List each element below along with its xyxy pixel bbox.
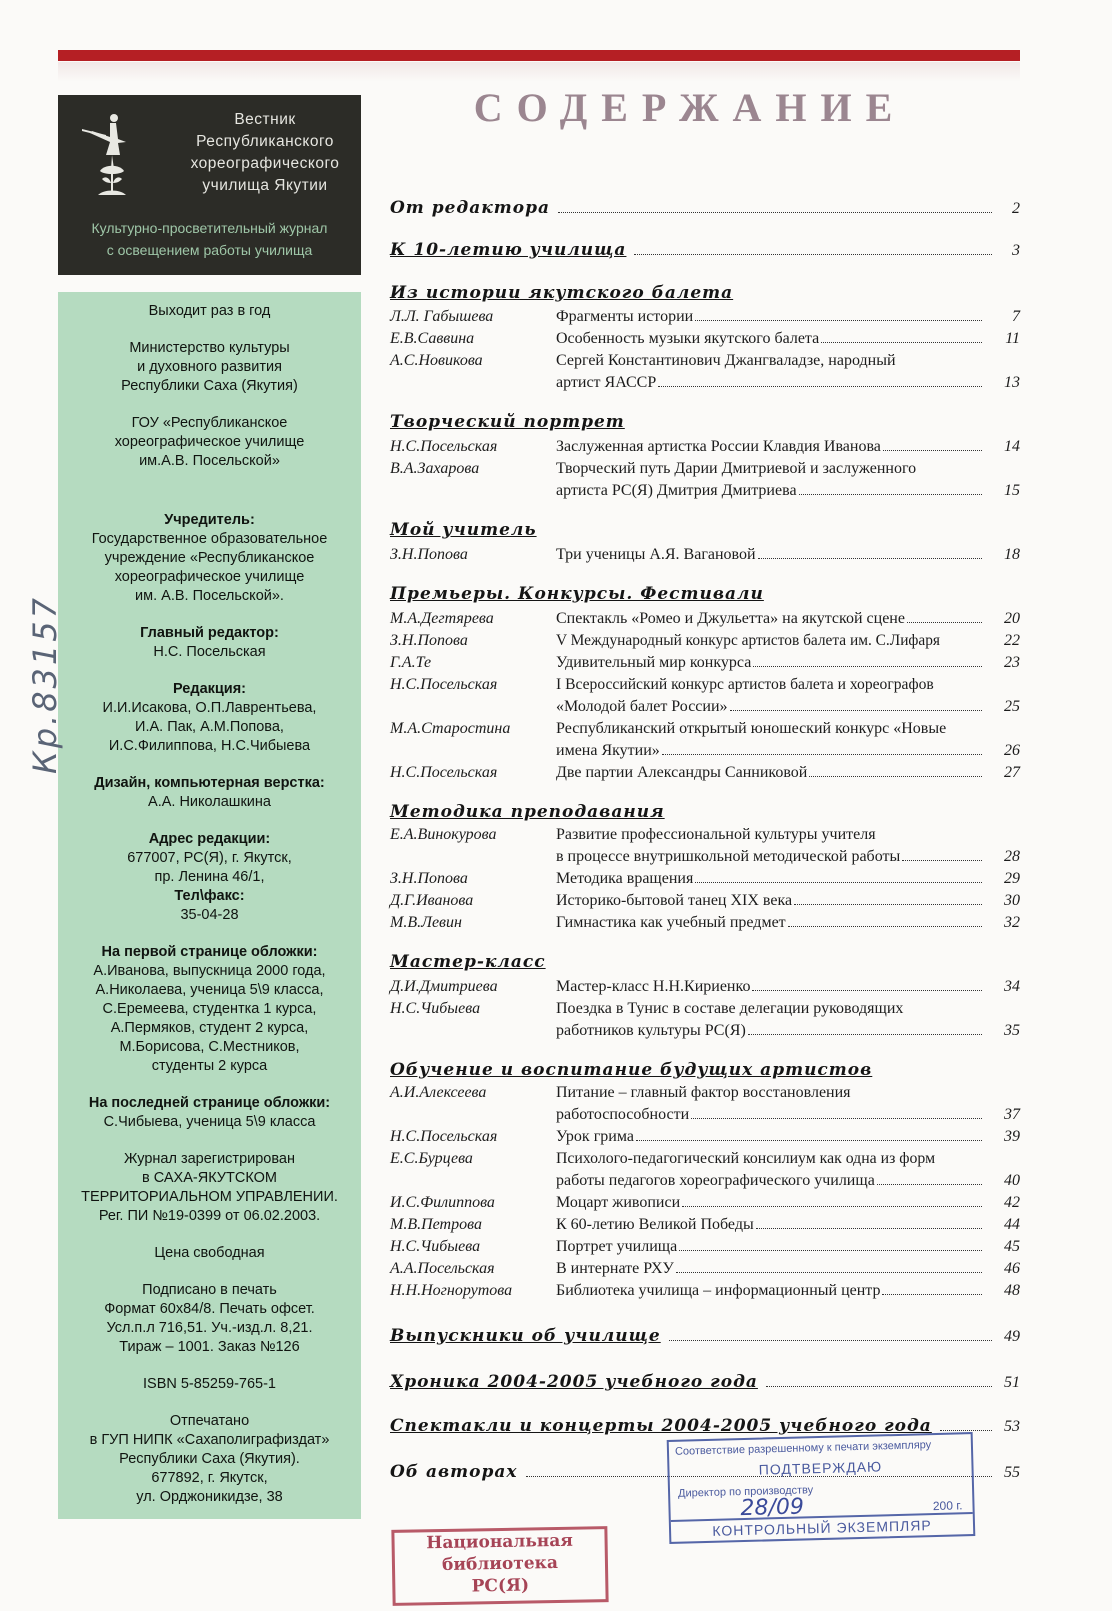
dot-leader bbox=[882, 1294, 982, 1295]
entry-title: V Международный конкурс артистов балета им. С.Лифаря bbox=[556, 632, 941, 649]
registration-line: Рег. ПИ №19-0399 от 06.02.2003. bbox=[98, 1208, 321, 1224]
dot-leader bbox=[883, 450, 982, 451]
dot-leader bbox=[634, 254, 992, 255]
journal-subtitle bbox=[58, 217, 361, 261]
dot-leader bbox=[902, 860, 982, 861]
page-number: 35 bbox=[1004, 1022, 1020, 1039]
journal-title-line: Вестник bbox=[234, 111, 296, 128]
dot-leader bbox=[799, 494, 982, 495]
price-text: Цена свободная bbox=[154, 1245, 265, 1261]
registration-line: ТЕРРИТОРИАЛЬНОМ УПРАВЛЕНИИ. bbox=[81, 1189, 338, 1205]
dot-leader bbox=[669, 1340, 992, 1341]
entry-title: работы педагогов хореографического училища bbox=[556, 1172, 875, 1189]
dot-leader bbox=[676, 1272, 982, 1273]
editorial-block bbox=[58, 680, 361, 756]
entry-title: Библиотека училища – информационный центр bbox=[556, 1282, 881, 1299]
page-number: 55 bbox=[1004, 1464, 1020, 1481]
entry-title-line: Сергей Константинович Джангваладзе, народный bbox=[556, 352, 896, 369]
founder-label: Учредитель: bbox=[164, 512, 255, 528]
entry-title-line: Поездка в Тунис в составе делегации руководящих bbox=[556, 1000, 904, 1017]
ballerina-logo-icon bbox=[80, 109, 138, 199]
printed-line: ул. Орджоникидзе, 38 bbox=[136, 1489, 283, 1505]
page-number: 27 bbox=[1004, 764, 1020, 781]
section-title: Из истории якутского балета bbox=[390, 283, 734, 303]
library-stamp bbox=[391, 1526, 608, 1606]
entry-title: работников культуры РС(Я) bbox=[556, 1022, 746, 1039]
entry-title: артиста РС(Я) Дмитрия Дмитриева bbox=[556, 482, 797, 499]
front-cover-line: А.Николаева, ученица 5\9 класса, bbox=[95, 982, 324, 998]
printed-line: в ГУП НИПК «Сахаполиграфиздат» bbox=[89, 1432, 330, 1448]
school-line: ГОУ «Республиканское bbox=[131, 415, 288, 431]
page-number: 7 bbox=[1012, 308, 1020, 325]
page-number: 22 bbox=[1004, 632, 1020, 649]
journal-title-line: училища Якутии bbox=[202, 177, 328, 194]
entry-author: Н.С.Посельская bbox=[390, 764, 498, 781]
page-number: 42 bbox=[1004, 1194, 1020, 1211]
dot-leader bbox=[658, 386, 982, 387]
isbn-text: ISBN 5-85259-765-1 bbox=[143, 1376, 276, 1392]
journal-title-line: Республиканского bbox=[196, 133, 334, 150]
front-cover-line: С.Еремеева, студентка 1 курса, bbox=[102, 1001, 317, 1017]
page-number: 30 bbox=[1004, 892, 1020, 909]
section-title: Методика преподавания bbox=[390, 802, 665, 822]
stamp-line: КОНТРОЛЬНЫЙ ЭКЗЕМПЛЯР bbox=[671, 1512, 973, 1542]
print-info-line: Тираж – 1001. Заказ №126 bbox=[119, 1339, 300, 1355]
journal-subtitle-line: с освещением работы училища bbox=[106, 242, 313, 258]
toc-section-anniversary bbox=[390, 240, 1020, 260]
journal-title-line: хореографического bbox=[190, 155, 340, 172]
stamp-signature: 28/09 bbox=[740, 1494, 805, 1522]
dot-leader bbox=[809, 776, 982, 777]
address-line: 677007, РС(Я), г. Якутск, bbox=[127, 850, 292, 866]
dot-leader bbox=[907, 622, 982, 623]
entry-author: Е.А.Винокурова bbox=[390, 826, 497, 843]
section-title: Хроника 2004-2005 учебного года bbox=[390, 1372, 758, 1392]
printed-block bbox=[58, 1412, 361, 1507]
entry-title: В интернате РХУ bbox=[556, 1260, 674, 1277]
dot-leader bbox=[752, 990, 982, 991]
editorial-line: И.А. Пак, А.М.Попова, bbox=[135, 719, 284, 735]
dot-leader bbox=[794, 904, 982, 905]
toc-section-premieres bbox=[390, 584, 1020, 604]
entry-title: Три ученицы А.Я. Вагановой bbox=[556, 546, 756, 563]
page-number: 26 bbox=[1004, 742, 1020, 759]
section-title: Творческий портрет bbox=[390, 412, 625, 432]
entry-author: В.А.Захарова bbox=[390, 460, 480, 477]
page-number: 45 bbox=[1004, 1238, 1020, 1255]
printed-line: Отпечатано bbox=[169, 1413, 250, 1429]
ministry-line: Республики Саха (Якутия) bbox=[121, 378, 298, 394]
entry-author: М.В.Левин bbox=[390, 914, 462, 931]
school-line: хореографическое училище bbox=[114, 434, 305, 450]
stamp-year: 200 г. bbox=[932, 1498, 963, 1514]
entry-title: Спектакль «Ромео и Джульетта» на якутской сцене bbox=[556, 610, 905, 627]
design-block bbox=[58, 774, 361, 812]
entry-title: артист ЯАССР bbox=[556, 374, 657, 391]
stamp-line: Соответствие разрешенному к печати экземпляру bbox=[674, 1439, 932, 1458]
entry-author: З.Н.Попова bbox=[390, 632, 468, 649]
entry-title-line: Психолого-педагогический консилиум как одна из форм bbox=[556, 1150, 936, 1167]
toc-section-chronicle bbox=[390, 1372, 1020, 1392]
entry-title-line: Развитие профессиональной культуры учителя bbox=[556, 826, 876, 843]
print-info-line: Подписано в печать bbox=[142, 1282, 277, 1298]
address-label: Адрес редакции: bbox=[148, 831, 271, 847]
page-number: 48 bbox=[1004, 1282, 1020, 1299]
entry-author: М.В.Петрова bbox=[390, 1216, 482, 1233]
entry-title-line: Творческий путь Дарии Дмитриевой и заслуженного bbox=[556, 460, 917, 477]
journal-title bbox=[170, 109, 360, 197]
section-title: Обучение и воспитание будущих артистов bbox=[390, 1060, 873, 1080]
entry-title: «Молодой балет России» bbox=[556, 698, 728, 715]
control-copy-stamp bbox=[667, 1432, 976, 1544]
stamp-line: библиотека bbox=[441, 1552, 559, 1576]
design-label: Дизайн, компьютерная верстка: bbox=[94, 775, 325, 791]
founder-block bbox=[58, 511, 361, 606]
page-number: 53 bbox=[1004, 1418, 1020, 1435]
page-number: 18 bbox=[1004, 546, 1020, 563]
toc-section-portrait bbox=[390, 412, 1020, 432]
back-cover-block bbox=[58, 1094, 361, 1132]
stamp-line: Национальная bbox=[426, 1530, 574, 1554]
back-cover-line: С.Чибыева, ученица 5\9 класса bbox=[103, 1114, 316, 1130]
section-title: Выпускники об училище bbox=[390, 1326, 661, 1346]
dot-leader bbox=[679, 1250, 982, 1251]
print-info-line: Формат 60х84/8. Печать офсет. bbox=[104, 1301, 315, 1317]
entry-title: Фрагменты истории bbox=[556, 308, 694, 325]
toc-section-editor bbox=[390, 198, 1020, 218]
dot-leader bbox=[695, 320, 982, 321]
front-cover-line: А.Иванова, выпускница 2000 года, bbox=[93, 963, 326, 979]
print-info-block bbox=[58, 1281, 361, 1357]
entry-title: Портрет училища bbox=[556, 1238, 678, 1255]
stamp-line: РС(Я) bbox=[471, 1575, 530, 1597]
section-title: Премьеры. Конкурсы. Фестивали bbox=[390, 584, 764, 604]
entry-author: Н.С.Посельская bbox=[390, 1128, 498, 1145]
toc-section-master-class bbox=[390, 952, 1020, 972]
address-block bbox=[58, 830, 361, 925]
page-number: 3 bbox=[1012, 242, 1020, 259]
entry-author: Д.Г.Иванова bbox=[390, 892, 474, 909]
entry-author: З.Н.Попова bbox=[390, 546, 468, 563]
dot-leader bbox=[691, 1118, 982, 1119]
page-number: 13 bbox=[1004, 374, 1020, 391]
page-number: 15 bbox=[1004, 482, 1020, 499]
page-number: 51 bbox=[1004, 1374, 1020, 1391]
contents-title: СОДЕРЖАНИЕ bbox=[473, 85, 907, 130]
page-number: 2 bbox=[1012, 200, 1020, 217]
dot-leader bbox=[766, 1386, 992, 1387]
registration-block bbox=[58, 1150, 361, 1226]
entry-title: Урок грима bbox=[556, 1128, 634, 1145]
entry-author: И.С.Филиппова bbox=[390, 1194, 495, 1211]
section-title: Об авторах bbox=[390, 1462, 518, 1482]
entry-author: Н.С.Чибыева bbox=[390, 1000, 481, 1017]
founder-line: учреждение «Республиканское bbox=[104, 550, 315, 566]
address-line: пр. Ленина 46/1, bbox=[154, 869, 265, 885]
school-line: им.А.В. Посельской» bbox=[139, 453, 280, 469]
print-info-line: Усл.п.л 716,51. Уч.-изд.л. 8,21. bbox=[106, 1320, 313, 1336]
dot-leader bbox=[940, 1430, 992, 1431]
stamp-line: Директор по производству bbox=[677, 1484, 814, 1500]
front-cover-line: М.Борисова, С.Местников, bbox=[119, 1039, 300, 1055]
entry-author: А.А.Посельская bbox=[390, 1260, 495, 1277]
entry-title: работоспособности bbox=[556, 1106, 690, 1123]
section-title: Мастер-класс bbox=[390, 952, 546, 972]
registration-line: в САХА-ЯКУТСКОМ bbox=[142, 1170, 277, 1186]
section-title: От редактора bbox=[390, 198, 550, 218]
entry-title: в процессе внутришкольной методической работы bbox=[556, 848, 901, 865]
section-title: Мой учитель bbox=[390, 520, 537, 540]
entry-title: Особенность музыки якутского балета bbox=[556, 330, 820, 347]
journal-subtitle-line: Культурно-просветительный журнал bbox=[91, 220, 328, 236]
page-number: 28 bbox=[1004, 848, 1020, 865]
entry-author: Е.В.Саввина bbox=[390, 330, 475, 347]
toc-section-graduates bbox=[390, 1326, 1020, 1346]
page-number: 34 bbox=[1004, 978, 1020, 995]
page-number: 49 bbox=[1004, 1328, 1020, 1345]
entry-author: Н.С.Чибыева bbox=[390, 1238, 481, 1255]
entry-author: З.Н.Попова bbox=[390, 870, 468, 887]
phone-number: 35-04-28 bbox=[180, 907, 239, 923]
page-number: 32 bbox=[1004, 914, 1020, 931]
back-cover-label: На последней странице обложки: bbox=[88, 1095, 331, 1111]
editorial-line: И.И.Исакова, О.П.Лаврентьева, bbox=[102, 700, 317, 716]
section-title: К 10-летию училища bbox=[390, 240, 627, 260]
front-cover-block bbox=[58, 943, 361, 1076]
dot-leader bbox=[758, 558, 982, 559]
dot-leader bbox=[682, 1206, 982, 1207]
dot-leader bbox=[636, 1140, 982, 1141]
toc-section-education bbox=[390, 1060, 1020, 1080]
ministry-line: и духовного развития bbox=[137, 359, 282, 375]
page-number: 46 bbox=[1004, 1260, 1020, 1277]
page-number: 39 bbox=[1004, 1128, 1020, 1145]
entry-author: А.С.Новикова bbox=[390, 352, 483, 369]
ministry-block bbox=[58, 339, 361, 396]
entry-title: Удивительный мир конкурса bbox=[556, 654, 752, 671]
dot-leader bbox=[730, 710, 982, 711]
founder-line: хореографическое училище bbox=[114, 569, 305, 585]
founder-line: им. А.В. Посельской». bbox=[135, 588, 284, 604]
entry-title-line: I Всероссийский конкурс артистов балета и хореографов bbox=[556, 676, 934, 693]
page-number: 20 bbox=[1004, 610, 1020, 627]
printed-line: 677892, г. Якутск, bbox=[151, 1470, 268, 1486]
dot-leader bbox=[558, 212, 992, 213]
entry-title: Историко-бытовой танец XIX века bbox=[556, 892, 793, 909]
toc-section-history bbox=[390, 283, 1020, 303]
page-number: 25 bbox=[1004, 698, 1020, 715]
page-number: 44 bbox=[1004, 1216, 1020, 1233]
entry-title: К 60-летию Великой Победы bbox=[556, 1216, 754, 1233]
printed-line: Республики Саха (Якутия). bbox=[119, 1451, 300, 1467]
front-cover-line: А.Пермяков, студент 2 курса, bbox=[110, 1020, 309, 1036]
ministry-line: Министерство культуры bbox=[129, 340, 290, 356]
dot-leader bbox=[756, 1228, 982, 1229]
dot-leader bbox=[662, 754, 982, 755]
entry-author: М.А.Старостина bbox=[390, 720, 511, 737]
section-title: Спектакли и концерты 2004-2005 учебного года bbox=[390, 1416, 932, 1436]
frequency-text: Выходит раз в год bbox=[148, 303, 271, 319]
toc-section-methodology bbox=[390, 802, 1020, 822]
dot-leader bbox=[695, 882, 982, 883]
entry-title: Мастер-класс Н.Н.Кириенко bbox=[556, 978, 751, 995]
chief-editor-label: Главный редактор: bbox=[140, 625, 279, 641]
editorial-line: И.С.Филиппова, Н.С.Чибыева bbox=[108, 738, 311, 754]
chief-editor-block bbox=[58, 624, 361, 662]
entry-title: Методика вращения bbox=[556, 870, 694, 887]
entry-title: имена Якутии» bbox=[556, 742, 660, 759]
front-cover-label: На первой странице обложки: bbox=[101, 944, 318, 960]
entry-title-line: Питание – главный фактор восстановления bbox=[556, 1084, 851, 1101]
entry-title-line: Республиканский открытый юношеский конкурс «Новые bbox=[556, 720, 947, 737]
entry-title: Две партии Александры Санниковой bbox=[556, 764, 808, 781]
journal-title-box bbox=[58, 95, 361, 275]
entry-author: М.А.Дегтярева bbox=[390, 610, 494, 627]
entry-author: Е.С.Бурцева bbox=[390, 1150, 473, 1167]
page-number: 14 bbox=[1004, 438, 1020, 455]
entry-title: Заслуженная артистка России Клавдия Иванова bbox=[556, 438, 881, 455]
dot-leader bbox=[788, 926, 982, 927]
toc-section-teacher bbox=[390, 520, 1020, 540]
entry-title: Гимнастика как учебный предмет bbox=[556, 914, 786, 931]
page-number: 29 bbox=[1004, 870, 1020, 887]
dot-leader bbox=[748, 1034, 982, 1035]
school-block bbox=[58, 414, 361, 471]
page-number: 23 bbox=[1004, 654, 1020, 671]
entry-author: Н.С.Посельская bbox=[390, 438, 498, 455]
dot-leader bbox=[821, 342, 982, 343]
front-cover-line: студенты 2 курса bbox=[151, 1058, 268, 1074]
page-number: 11 bbox=[1005, 330, 1020, 347]
entry-author: Л.Л. Габышева bbox=[390, 308, 494, 325]
entry-author: Н.Н.Ногнорутова bbox=[390, 1282, 513, 1299]
handwritten-inventory-number: Кр.83157 bbox=[26, 595, 64, 774]
founder-line: Государственное образовательное bbox=[91, 531, 328, 547]
entry-author: Г.А.Те bbox=[390, 654, 432, 671]
entry-author: Д.И.Дмитриева bbox=[390, 978, 498, 995]
page-number: 40 bbox=[1004, 1172, 1020, 1189]
design-name: А.А. Николашкина bbox=[148, 794, 271, 810]
dot-leader bbox=[753, 666, 982, 667]
imprint-box bbox=[58, 292, 361, 1519]
entry-author: А.И.Алексеева bbox=[390, 1084, 487, 1101]
dot-leader bbox=[877, 1184, 982, 1185]
entry-title: Моцарт живописи bbox=[556, 1194, 681, 1211]
stamp-line: ПОДТВЕРЖДАЮ bbox=[758, 1458, 883, 1478]
editorial-label: Редакция: bbox=[172, 681, 247, 697]
top-red-bar bbox=[58, 50, 1020, 61]
top-bar-shadow bbox=[58, 62, 1020, 82]
page-number: 37 bbox=[1004, 1106, 1020, 1123]
entry-author: Н.С.Посельская bbox=[390, 676, 498, 693]
phone-label: Тел\факс: bbox=[174, 888, 245, 904]
chief-editor-name: Н.С. Посельская bbox=[153, 644, 266, 660]
registration-line: Журнал зарегистрирован bbox=[124, 1151, 295, 1167]
